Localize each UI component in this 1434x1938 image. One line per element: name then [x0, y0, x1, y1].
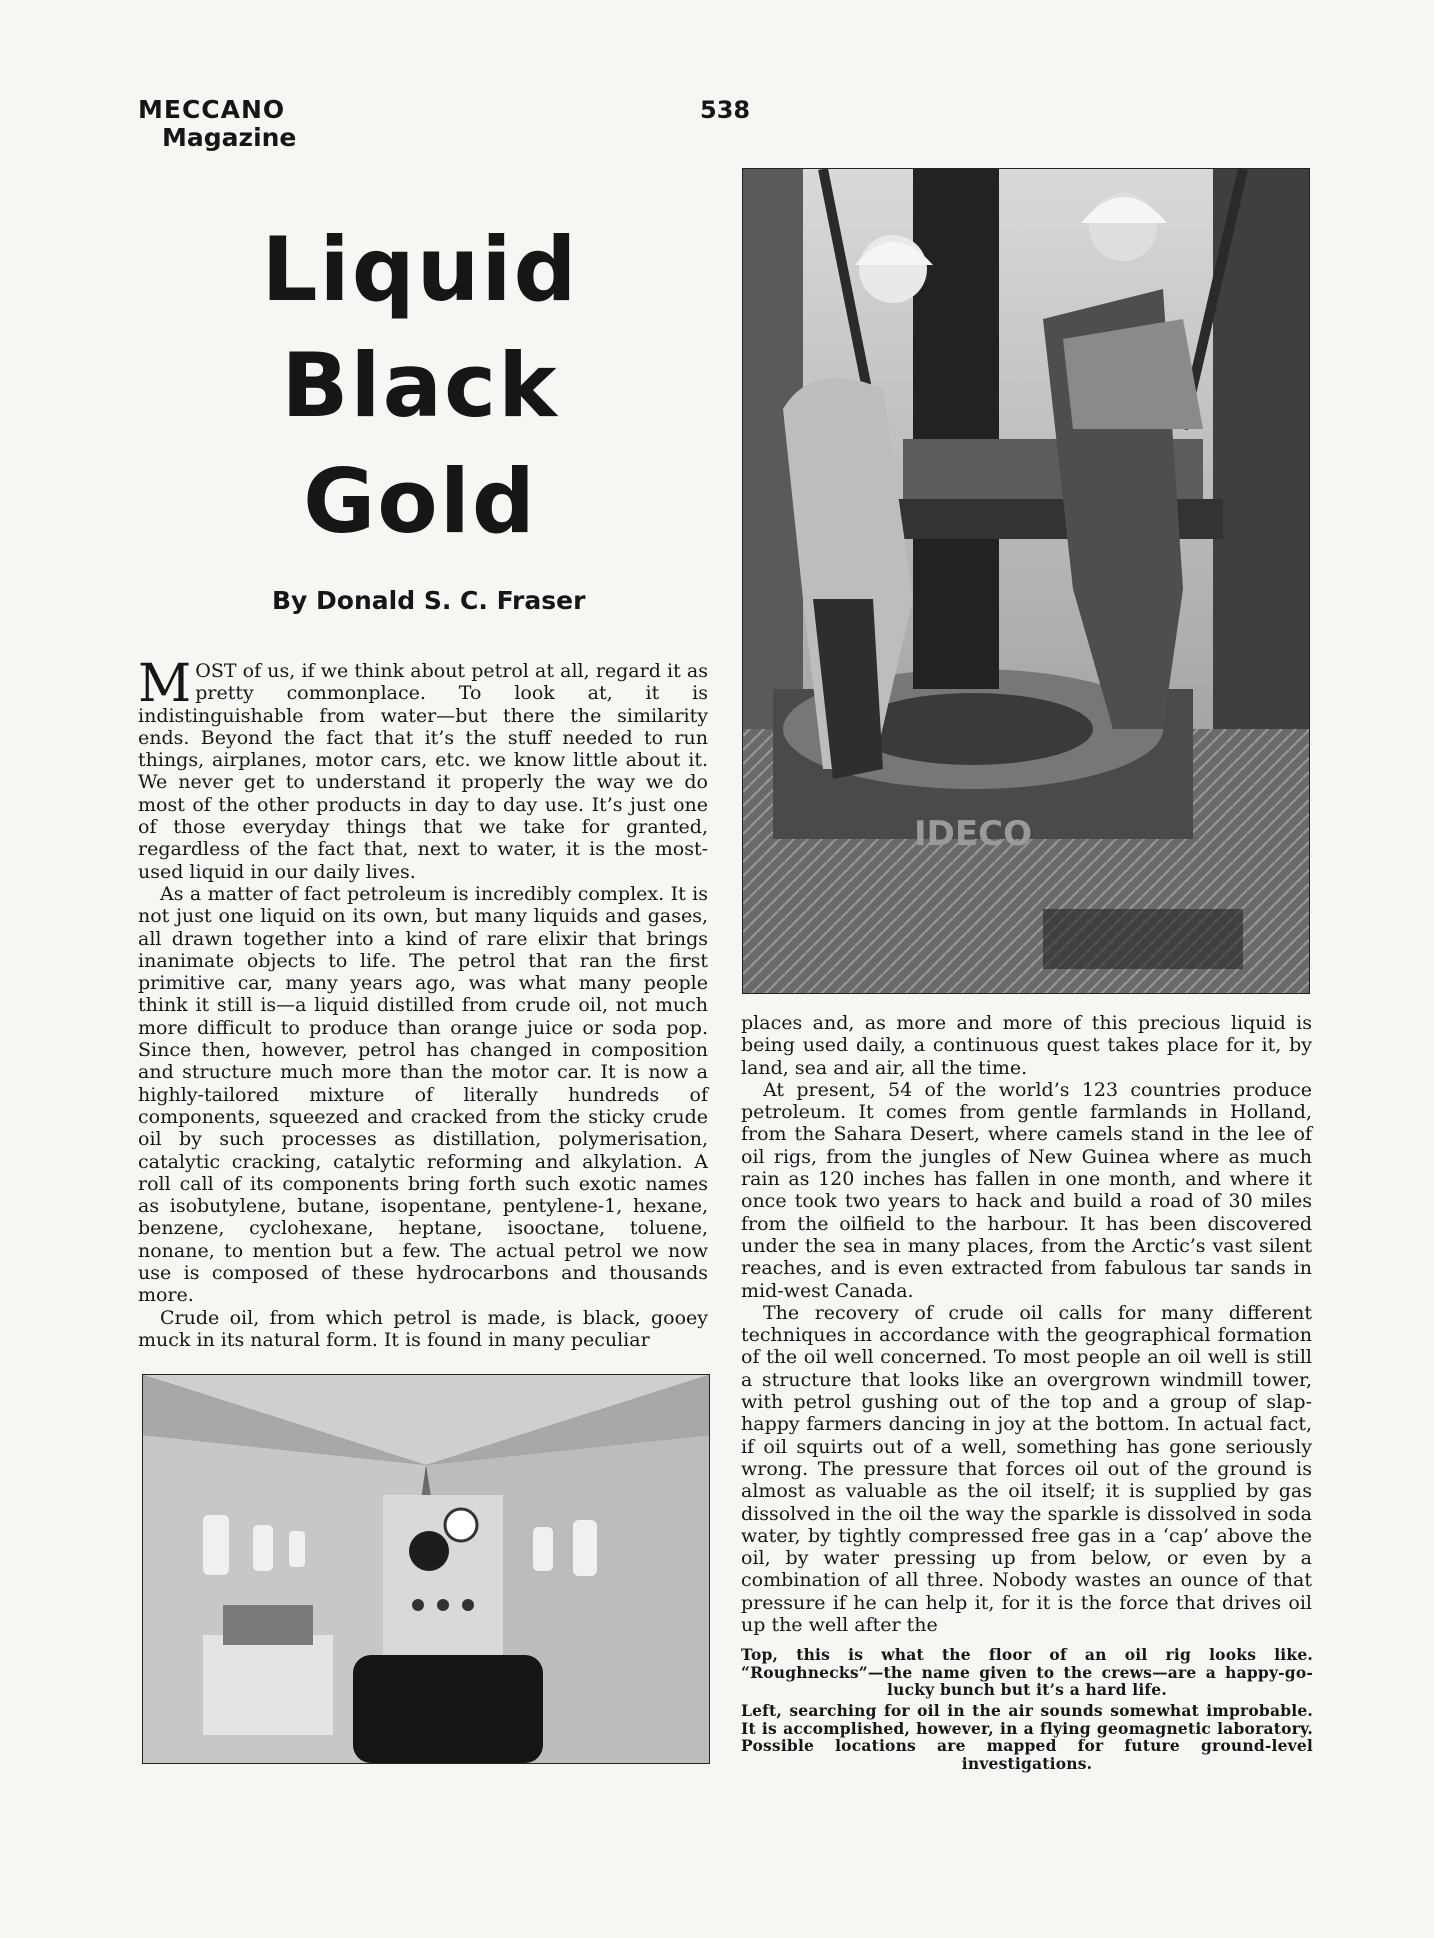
paragraph-2: As a matter of fact petroleum is incredibly complex. It is not just one liquid on its own, but many liquids and gases, all drawn together into a kind of rare elixir that brings inanimate objects to life. The petrol that ran the first primitive car, many years ago, was what many people think it still is—a liquid distilled from crude oil, not much more difficult to produce than orange juice or soda pop. Since then, however, petrol has changed in composition and structure much more than the motor car. It is now a highly-tailored mixture of literally hundreds of components, squeezed and cracked from the sticky crude oil by such processes as distillation, polymerisation, catalytic cracking, catalytic reforming and alkylation. A roll call of its components bring forth such exotic names as isobutylene, butane, isopentane, pentylene-1, hexane, benzene, cyclohexane, heptane, isooctane, toluene, nonane, to mention but a few. The actual petrol we now use is composed of these hydrocarbons and thousands more. — [138, 882, 708, 1307]
article-title — [140, 212, 700, 560]
title-line-1: Liquid — [261, 218, 579, 321]
right-column — [741, 1012, 1312, 1636]
drop-cap: M — [138, 654, 192, 714]
paragraph-4: places and, as more and more of this precious liquid is being used daily, a continuous quest takes place for it, by land, sea and air, all the time. — [741, 1012, 1312, 1079]
paragraph-6: The recovery of crude oil calls for many different techniques in accordance with the geographical formation of the oil well concerned. To most people an oil well is still a structure that looks like an overgrown windmill tower, with petrol gushing out of the top and a group of slap-happy farmers dancing in joy at the bottom. In actual fact, if oil squirts out of a well, something has gone seriously wrong. The pressure that forces oil out of the ground is almost as valuable as the oil itself; it is supplied by gas dissolved in the oil the way the sparkle is dissolved in soda water, by tightly compressed free gas in a ‘cap’ above the oil, by water pressing up from below, or even by a combination of all three. Nobody wastes an ounce of that pressure if he can help it, for it is the force that drives oil up the well after the — [741, 1301, 1312, 1637]
masthead-line-2: Magazine — [162, 123, 297, 152]
rig-floor-stamp: IDECO — [914, 814, 1032, 854]
title-line-2: Black — [281, 334, 559, 437]
paragraph-1 — [138, 654, 708, 883]
title-line-3: Gold — [303, 450, 537, 553]
page-number: 538 — [700, 96, 751, 124]
left-column — [138, 654, 708, 1351]
byline: By Donald S. C. Fraser — [272, 586, 586, 615]
paragraph-1-text: OST of us, if we think about petrol at all, regard it as pretty commonplace. To look at, it is indistinguishable from water—but there the similarity ends. Beyond the fact that it’s the stuff needed to run things, airplanes, motor cars, etc. we know little about it. We never get to understand it properly the way we do most of the other products in day to day use. It’s just one of those everyday things that we take for granted, regardless of the fact that, next to water, it is the most-used liquid in our daily lives. — [138, 660, 708, 883]
caption-oil-rig: Top, this is what the floor of an oil rig looks like. “Roughnecks”—the name given to the crews—are a happy-go-lucky bunch but it’s a hard life. — [741, 1645, 1313, 1699]
masthead-line-1: MECCANO — [138, 95, 286, 124]
magazine-masthead — [138, 96, 296, 152]
oil-rig-photo — [742, 168, 1310, 994]
paragraph-3: Crude oil, from which petrol is made, is black, gooey muck in its natural form. It is found in many peculiar — [138, 1306, 708, 1351]
caption-aircraft: Left, searching for oil in the air sounds somewhat improbable. It is accomplished, however, in a flying geomagnetic laboratory. Possible locations are mapped for future ground-level investigations. — [741, 1701, 1313, 1773]
paragraph-5: At present, 54 of the world’s 123 countries produce petroleum. It comes from gentle farmlands in Holland, from the Sahara Desert, where camels stand in the lee of oil rigs, from the jungles of New Guinea where as much rain as 120 inches has fallen in one month, and where it once took two years to hack and build a road of 30 miles from the oilfield to the harbour. It has been discovered under the sea in many places, from the Arctic’s vast silent reaches, and is even extracted from fabulous tar sands in mid-west Canada. — [741, 1078, 1312, 1302]
aircraft-laboratory-photo — [142, 1374, 710, 1764]
